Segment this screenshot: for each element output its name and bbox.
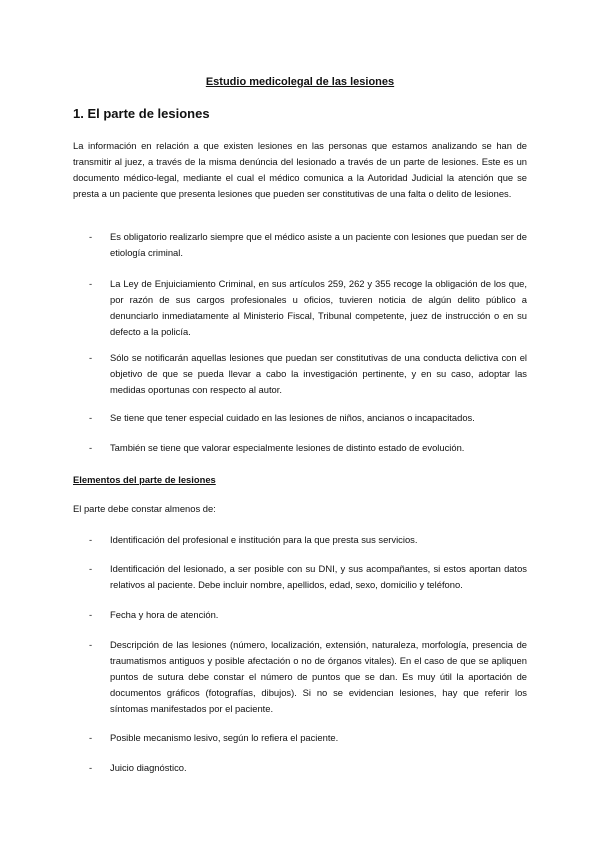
- list-item-text: Fecha y hora de atención.: [110, 609, 219, 620]
- list-item: [73, 229, 527, 261]
- bullet-dash: -: [89, 231, 93, 242]
- list-item: [73, 440, 527, 456]
- bullet-dash: -: [89, 442, 93, 453]
- bullet-dash: -: [89, 609, 93, 620]
- list-item: [73, 350, 527, 398]
- list-item-text: Identificación del profesional e institución para la que presta sus servicios.: [110, 534, 418, 545]
- list-item-text: Es obligatorio realizarlo siempre que el médico asiste a un paciente con lesiones que puedan ser de etiología criminal.: [110, 231, 527, 258]
- subsection-heading: Elementos del parte de lesiones: [73, 474, 216, 485]
- list-item-text: Juicio diagnóstico.: [110, 762, 187, 773]
- list-item-text: Descripción de las lesiones (número, localización, extensión, naturaleza, morfología, presencia de traumatismos antiguos y posible afectación o no de órganos vitales). En el caso de que se apliquen puntos de sutura debe constar el número de puntos que se dan. Es muy útil la aportación de documentos gráficos (fotografías, dibujos). Si no se evidencian lesiones, hay que referir los síntomas manifestados por el paciente.: [110, 639, 527, 714]
- list-item-text: Se tiene que tener especial cuidado en las lesiones de niños, ancianos o incapacitados.: [110, 412, 475, 423]
- list-item-text: La Ley de Enjuiciamiento Criminal, en sus artículos 259, 262 y 355 recoge la obligación de los que, por razón de sus cargos profesionales u oficios, tuvieren noticia de algún delito público a denunciarlo inmediatamente al Ministerio Fiscal, Tribunal competente, juez de instrucción o en su defecto a la policía.: [110, 278, 527, 337]
- bullet-dash: -: [89, 352, 93, 363]
- list-item: [73, 760, 527, 776]
- list-item: [73, 276, 527, 340]
- list-item-text: Identificación del lesionado, a ser posible con su DNI, y sus acompañantes, si estos aportan datos relativos al paciente. Debe incluir nombre, apellidos, edad, sexo, domicilio y teléfono.: [110, 563, 527, 590]
- bullet-dash: -: [89, 412, 93, 423]
- list-item-text: También se tiene que valorar especialmente lesiones de distinto estado de evolución.: [110, 442, 465, 453]
- bullet-dash: -: [89, 762, 93, 773]
- list-item: [73, 410, 527, 426]
- intro-paragraph: La información en relación a que existen lesiones en las personas que estamos analizando se han de transmitir al juez, a través de la misma denúncia del lesionado a través de un parte de lesiones. Este es un documento médico-legal, mediante el cual el médico comunica a la Autoridad Judicial la atención que se presta a un paciente que presenta lesiones que pueden ser constitutivas de una falta o delito de lesiones.: [73, 140, 527, 199]
- document-title: Estudio medicolegal de las lesiones: [205, 76, 395, 88]
- list-item: [73, 607, 527, 623]
- list-item: [73, 561, 527, 593]
- list-item-text: Posible mecanismo lesivo, según lo refiera el paciente.: [110, 732, 339, 743]
- list-item-text: Sólo se notificarán aquellas lesiones que puedan ser constitutivas de una conducta delictiva con el objetivo de que se pueda llevar a cabo la investigación pertinente, y en su caso, adoptar las medidas oportunas con respecto al autor.: [110, 352, 527, 395]
- bullet-dash: -: [89, 732, 93, 743]
- subsection-intro: El parte debe constar almenos de:: [73, 503, 216, 514]
- bullet-dash: -: [89, 278, 93, 289]
- list-item: [73, 532, 527, 548]
- bullet-dash: -: [89, 639, 93, 650]
- bullet-dash: -: [89, 534, 93, 545]
- list-item: [73, 637, 527, 717]
- list-item: [73, 730, 527, 746]
- bullet-dash: -: [89, 563, 93, 574]
- section-heading: 1. El parte de lesiones: [73, 106, 210, 121]
